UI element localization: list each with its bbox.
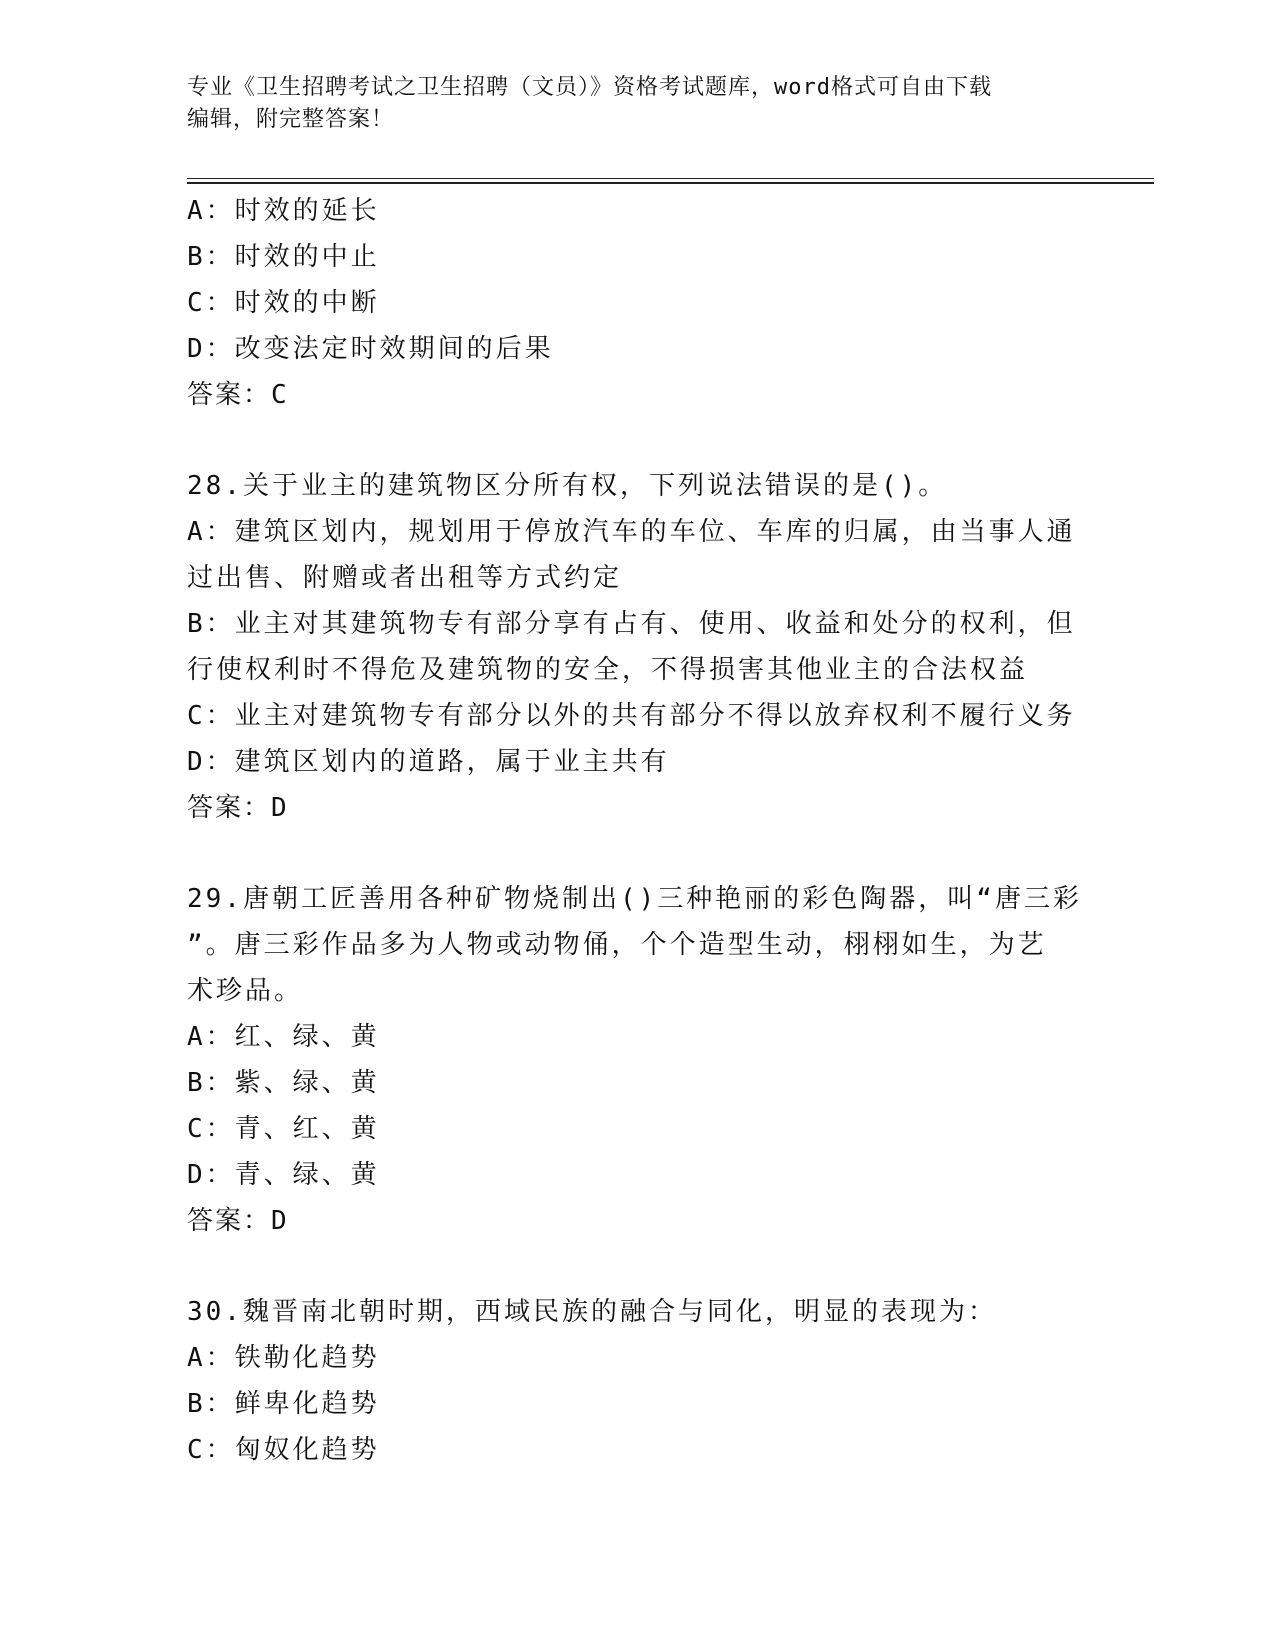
option-b-continued: 行使权利时不得危及建筑物的安全，不得损害其他业主的合法权益 [187,655,1029,685]
question-text-line-3: 术珍品。 [187,976,304,1006]
question-text: 30.魏晋南北朝时期，西域民族的融合与同化，明显的表现为： [187,1297,997,1327]
option-a-continued: 过出售、附赠或者出租等方式约定 [187,563,623,593]
option-a: A：建筑区划内，规划用于停放汽车的车位、车库的归属，由当事人通 [187,517,1076,547]
header-divider-thick [187,182,1154,184]
question-list [187,188,1087,1473]
answer: 答案：C [187,380,289,410]
option-a: A：铁勒化趋势 [187,1343,380,1373]
option-c: C：时效的中断 [187,288,380,318]
option-d: D：改变法定时效期间的后果 [187,334,554,364]
option-c: C：青、红、黄 [187,1114,380,1144]
option-a: A：红、绿、黄 [187,1022,380,1052]
header-line-2: 编辑，附完整答案！ [187,107,395,132]
option-d: D：青、绿、黄 [187,1160,380,1190]
option-b: B：时效的中止 [187,242,380,272]
question-text: 28.关于业主的建筑物区分所有权，下列说法错误的是()。 [187,471,948,501]
option-b: B：业主对其建筑物专有部分享有占有、使用、收益和处分的权利，但 [187,609,1076,639]
answer: 答案：D [187,793,289,823]
question-29 [187,876,1087,1244]
option-b: B：紫、绿、黄 [187,1068,380,1098]
document-header [187,72,1067,136]
option-a: A：时效的延长 [187,196,380,226]
question-28 [187,463,1087,831]
question-30 [187,1289,1087,1473]
spacer [187,831,1087,876]
question-text-line-2: ”。唐三彩作品多为人物或动物俑，个个造型生动，栩栩如生，为艺 [187,930,1047,960]
option-b: B：鲜卑化趋势 [187,1389,380,1419]
question-27 [187,188,1087,418]
header-divider-thin [187,178,1154,179]
header-line-1: 专业《卫生招聘考试之卫生招聘（文员）》资格考试题库，word格式可自由下载 [187,75,992,100]
option-c: C：业主对建筑物专有部分以外的共有部分不得以放弃权利不履行义务 [187,701,1076,731]
option-d: D：建筑区划内的道路，属于业主共有 [187,747,670,777]
spacer [187,1244,1087,1289]
question-text-line-1: 29.唐朝工匠善用各种矿物烧制出()三种艳丽的彩色陶器，叫“唐三彩 [187,884,1082,914]
spacer [187,418,1087,463]
answer: 答案：D [187,1206,289,1236]
option-c: C：匈奴化趋势 [187,1435,380,1465]
